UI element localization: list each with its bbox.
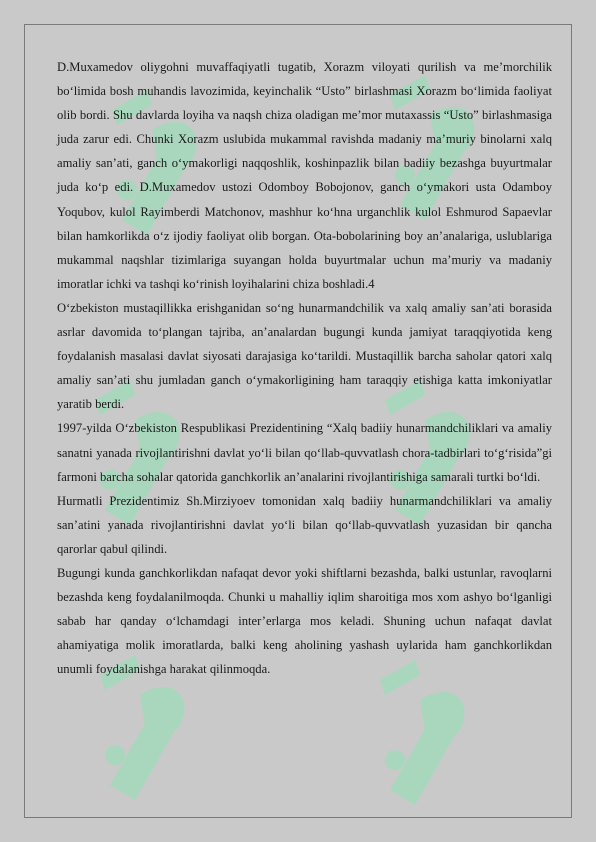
paragraph-ganchkorlik-today: Bugungi kunda ganchkorlikdan nafaqat devor yoki shiftlarni bezashda, balki ustunlar, ravoqlarni bezashda keng foydalanilmoqda. Chunki u mahalliy iqlim sharoitiga mos xom ashyo bo‘lganligi sabab har qanday o‘lchamdagi inter’erlarga mos keladi. Shuning uchun nafaqat davlat ahamiyatiga molik imoratlarda, balki keng aholining yashash uylarida ham ganchkorlikdan unumli foydalanishga harakat qilinmoqda. — [57, 565, 552, 677]
paragraph-independence: O‘zbekiston mustaqillikka erishganidan so‘ng hunarmandchilik va xalq amaliy san’ati borasida asrlar davomida to‘plangan tajriba, an’analardan bugungi kunda jamiyat taraqqiyotida keng foydalanish masalasi davlat siyosati darajasiga ko‘tarildi. Mustaqillik barcha saholar qatori xalq amaliy san’ati shu jumladan ganch o‘ymakorligining ham taraqqiy etishiga katta imkoniyatlar yaratib berdi. — [57, 300, 552, 412]
paragraph-1997-decree: 1997-yilda O‘zbekiston Respublikasi Prezidentining “Xalq badiiy hunarmandchiliklari va amaliy sanatni yanada rivojlantirishni davlat yo‘li bilan qo‘llab-quvvatlash chora-tadbirlari to‘g‘risida”gi farmoni barcha sohalar qatorida ganchkorlik an’analarini rivojlantirishiga samarali turtki bo‘ldi. — [57, 421, 552, 484]
document-body — [57, 55, 552, 681]
paragraph-muxamedov: D.Muxamedov oliygohni muvaffaqiyatli tugatib, Xorazm viloyati qurilish va me’morchilik bo‘limida bosh muhandis lavozimida, keyinchalik “Usto” birlashmasi Xorazm bo‘limida faoliyat olib bordi. Shu davlarda loyiha va naqsh chiza oladigan me’mor mutaxassis “Usto” birlashmasiga juda zarur edi. Chunki Xorazm uslubida mukammal ravishda madaniy ma’muriy binolarni xalq amaliy san’ati, ganch o‘ymakorligi naqqoshlik, koshinpazlik bilan badiiy bezashga buyurtmalar juda ko‘p edi. D.Muxamedov ustozi Odomboy Bobojonov, ganch o‘ymakori usta Odamboy Yoqubov, kulol Rayimberdi Matchonov, mashhur ko‘hna urganchlik kulol Eshmurod Sapaevlar bilan hamkorlikda o‘z ijodiy faoliyat olib borgan. Ota-bobolarining boy an’analariga, uslublariga mukammal naqshlar tizimlariga suyangan holda buyurtmalar uchun ma’muriy va madaniy imoratlar ichki va tashqi ko‘rinish loyihalarini chiza boshladi.4 — [57, 60, 552, 291]
paragraph-president-decisions: Hurmatli Prezidentimiz Sh.Mirziyoev tomonidan xalq badiiy hunarmandchiliklari va amaliy san’atini yanada rivojlantirishni davlat yo‘li bilan qo‘llab-quvvatlash yuzasidan bir qancha qarorlar qabul qilindi. — [57, 493, 552, 556]
